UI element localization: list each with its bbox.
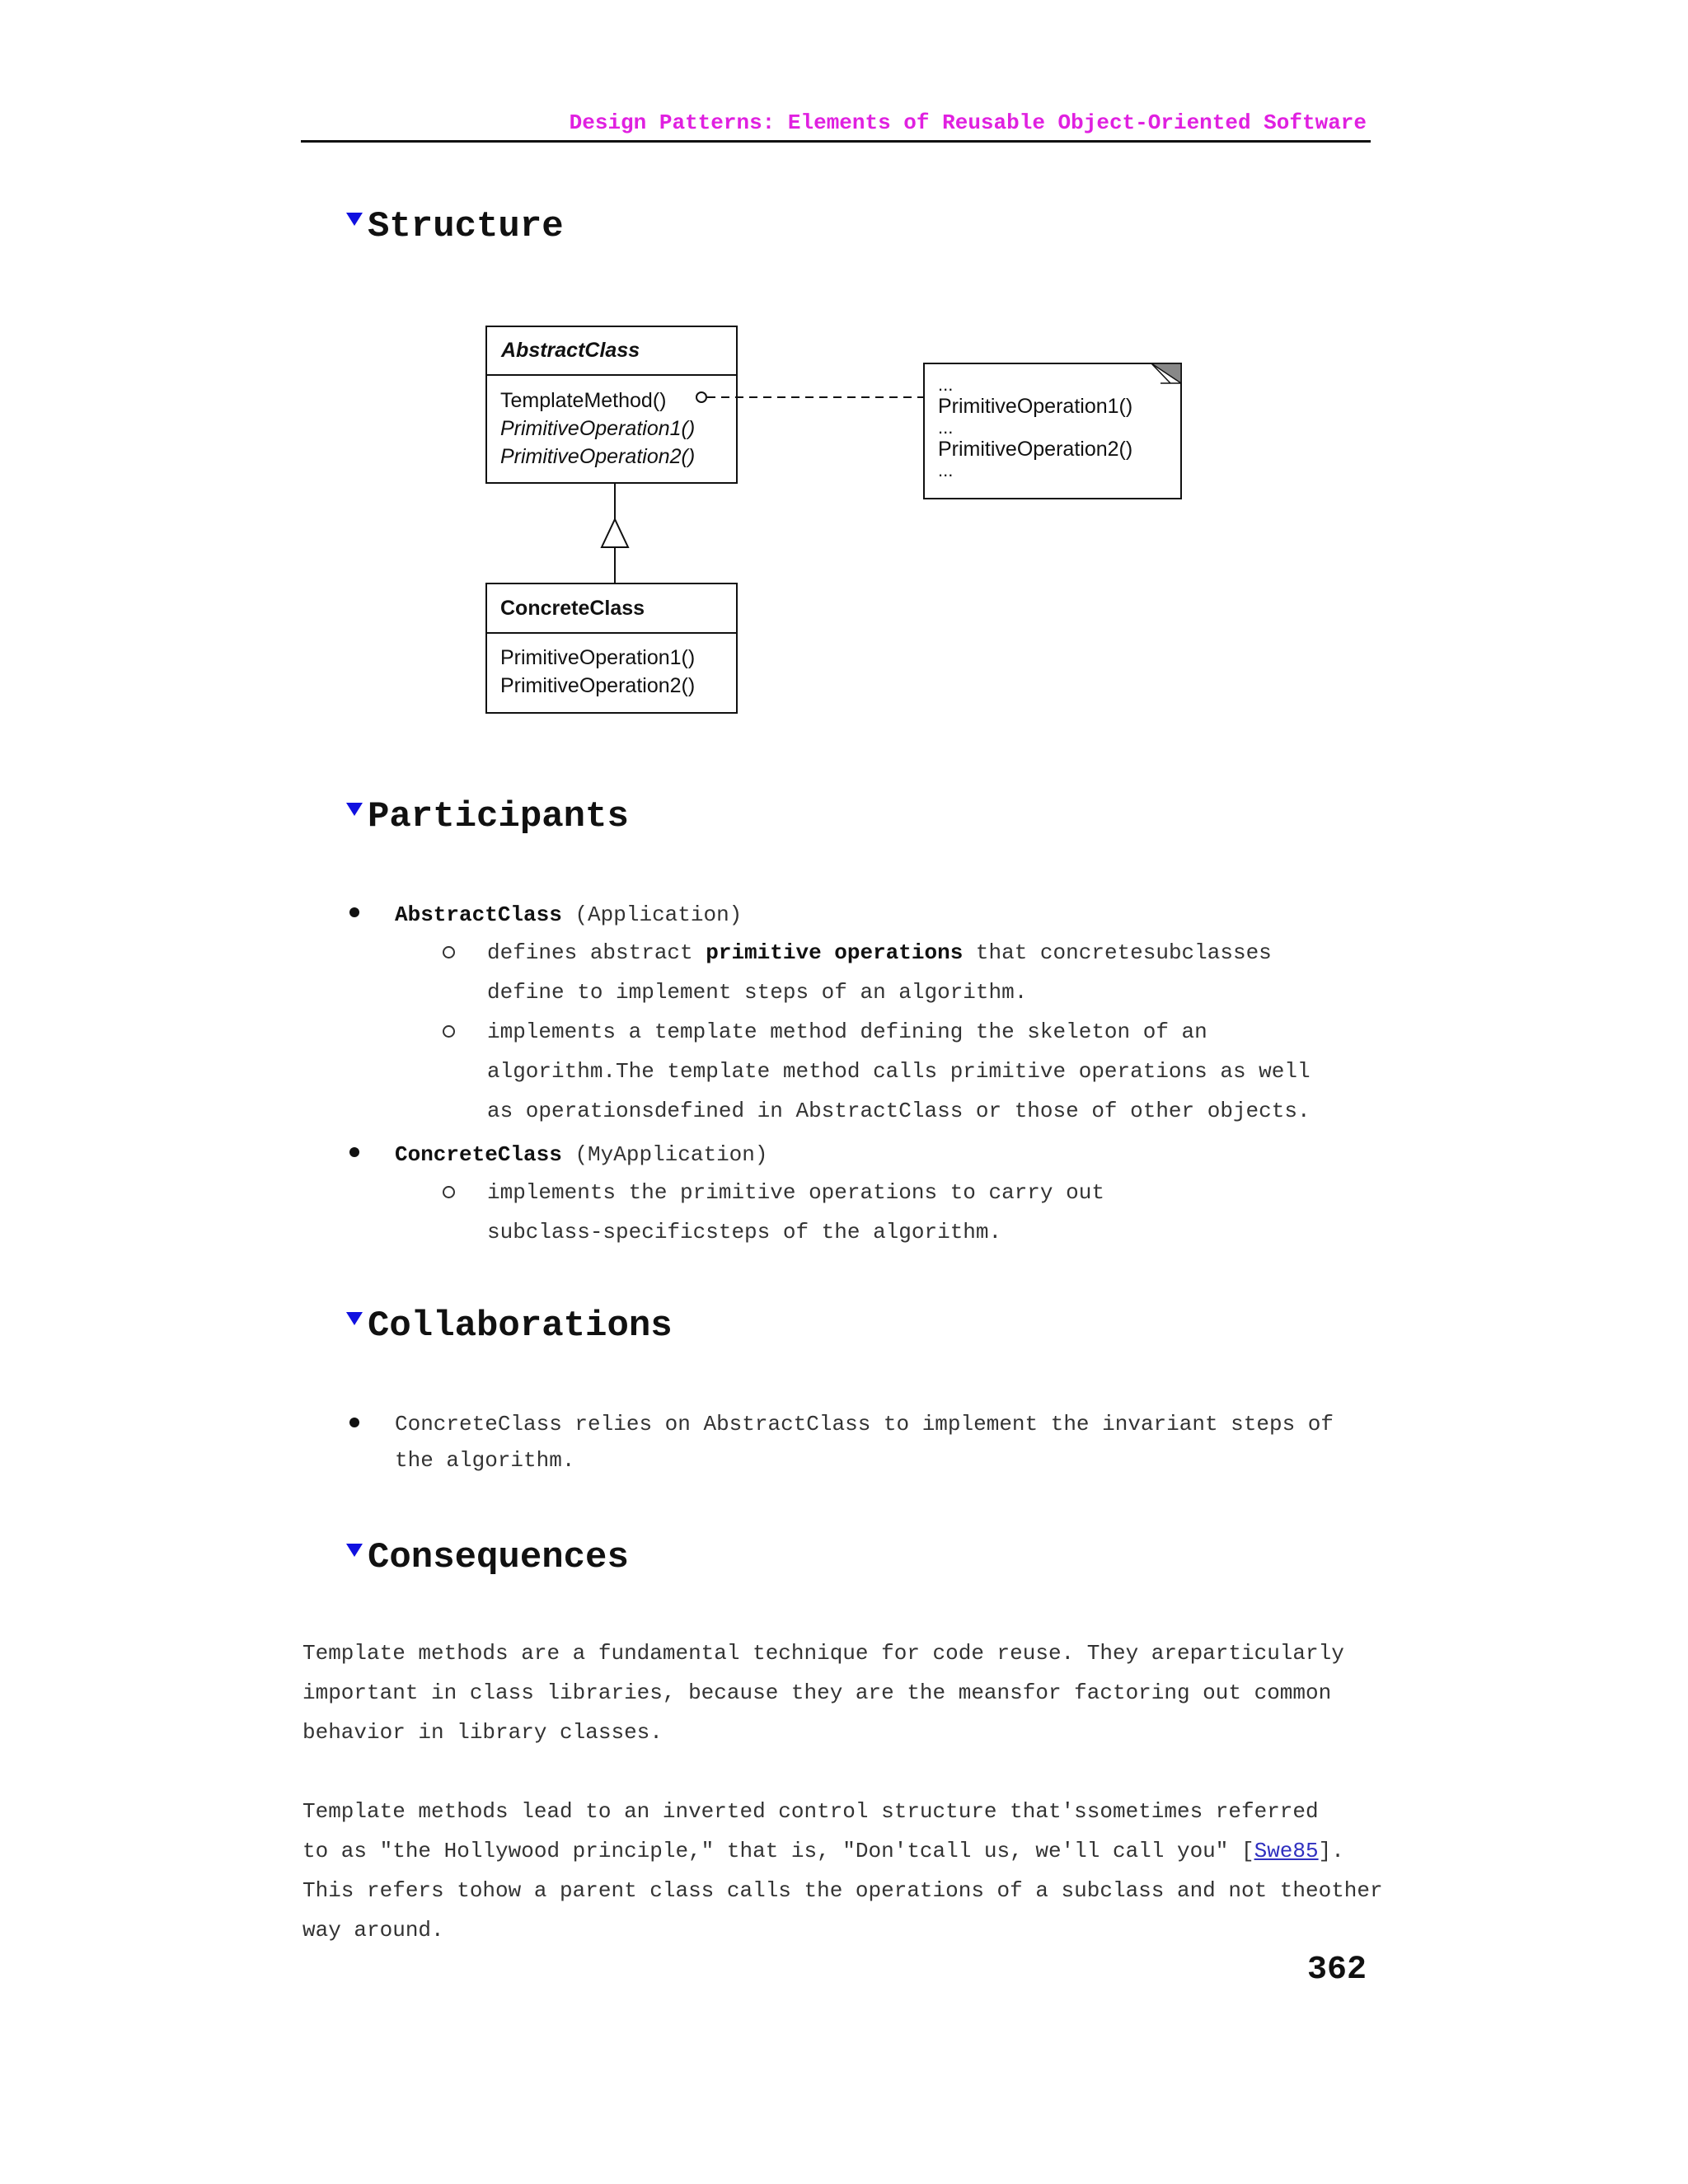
note-box [924, 363, 1181, 499]
citation-link-swe85[interactable]: Swe85 [1254, 1839, 1319, 1863]
triangle-marker-icon [346, 803, 363, 816]
participant-abstract-item-1-line-2: define to implement steps of an algorithm. [487, 980, 1028, 1005]
collaborations-line-1: ConcreteClass relies on AbstractClass to implement the invariant steps of [395, 1412, 1334, 1436]
consequences-p2-line-1: Template methods lead to an inverted control structure that'ssometimes referred [302, 1799, 1319, 1824]
bullet-icon [349, 1418, 359, 1427]
abstract-op-primitive-2: PrimitiveOperation2() [500, 445, 696, 468]
participant-concrete-item-1-line-1: implements the primitive operations to carry out [487, 1180, 1104, 1205]
concrete-op-primitive-1: PrimitiveOperation1() [500, 646, 696, 669]
note-line-5: ... [938, 460, 954, 480]
book-title-header: Design Patterns: Elements of Reusable Object-Oriented Software [569, 110, 1367, 135]
participant-concreteclass: ConcreteClass (MyApplication) [395, 1142, 768, 1167]
bullet-icon [349, 1147, 359, 1157]
abstract-op-template-method: TemplateMethod() [500, 389, 667, 412]
page-number: 362 [1306, 1952, 1367, 1989]
consequences-p1-line-1: Template methods are a fundamental technique for code reuse. They areparticularly [302, 1641, 1344, 1666]
abstract-class-name: AbstractClass [501, 339, 640, 362]
note-line-2: PrimitiveOperation1() [938, 395, 1133, 418]
note-line-4: PrimitiveOperation2() [938, 438, 1133, 461]
concrete-op-primitive-2: PrimitiveOperation2() [500, 674, 696, 697]
note-anchor-circle [696, 392, 706, 402]
section-heading-consequences: Consequences [346, 1537, 629, 1578]
note-line-3: ... [938, 417, 954, 438]
sub-bullet-icon [443, 1186, 455, 1198]
note-line-1: ... [938, 374, 954, 395]
participant-abstractclass: AbstractClass (Application) [395, 902, 743, 927]
inheritance-triangle-icon [602, 519, 628, 547]
participant-abstract-item-2-line-3: as operationsdefined in AbstractClass or those of other objects. [487, 1099, 1311, 1123]
collaborations-line-2: the algorithm. [395, 1448, 575, 1473]
consequences-p2-line-2: to as "the Hollywood principle," that is, "Don'tcall us, we'll call you" [Swe85]. [302, 1839, 1344, 1863]
section-heading-collaborations: Collaborations [346, 1305, 673, 1347]
consequences-p1-line-2: important in class libraries, because they are the meansfor factoring out common [302, 1680, 1332, 1705]
consequences-p2-line-4: way around. [302, 1918, 444, 1943]
participant-concrete-item-1-line-2: subclass-specificsteps of the algorithm. [487, 1220, 1002, 1244]
consequences-p2-line-3: This refers tohow a parent class calls the operations of a subclass and not theother [302, 1878, 1383, 1903]
participant-abstract-item-2-line-1: implements a template method defining the skeleton of an [487, 1019, 1207, 1044]
sub-bullet-icon [443, 946, 455, 958]
participant-abstract-item-1-line-1: defines abstract primitive operations that concretesubclasses [487, 940, 1272, 965]
section-heading-participants: Participants [346, 796, 629, 837]
triangle-marker-icon [346, 1544, 363, 1557]
triangle-marker-icon [346, 1312, 363, 1325]
consequences-p1-line-3: behavior in library classes. [302, 1720, 663, 1745]
participant-abstract-item-2-line-2: algorithm.The template method calls primitive operations as well [487, 1059, 1311, 1084]
abstract-op-primitive-1: PrimitiveOperation1() [500, 417, 696, 440]
concrete-class-name: ConcreteClass [500, 597, 645, 620]
section-heading-structure: Structure [346, 206, 564, 247]
uml-structure-diagram [0, 0, 1688, 742]
sub-bullet-icon [443, 1025, 455, 1038]
bullet-icon [349, 907, 359, 917]
